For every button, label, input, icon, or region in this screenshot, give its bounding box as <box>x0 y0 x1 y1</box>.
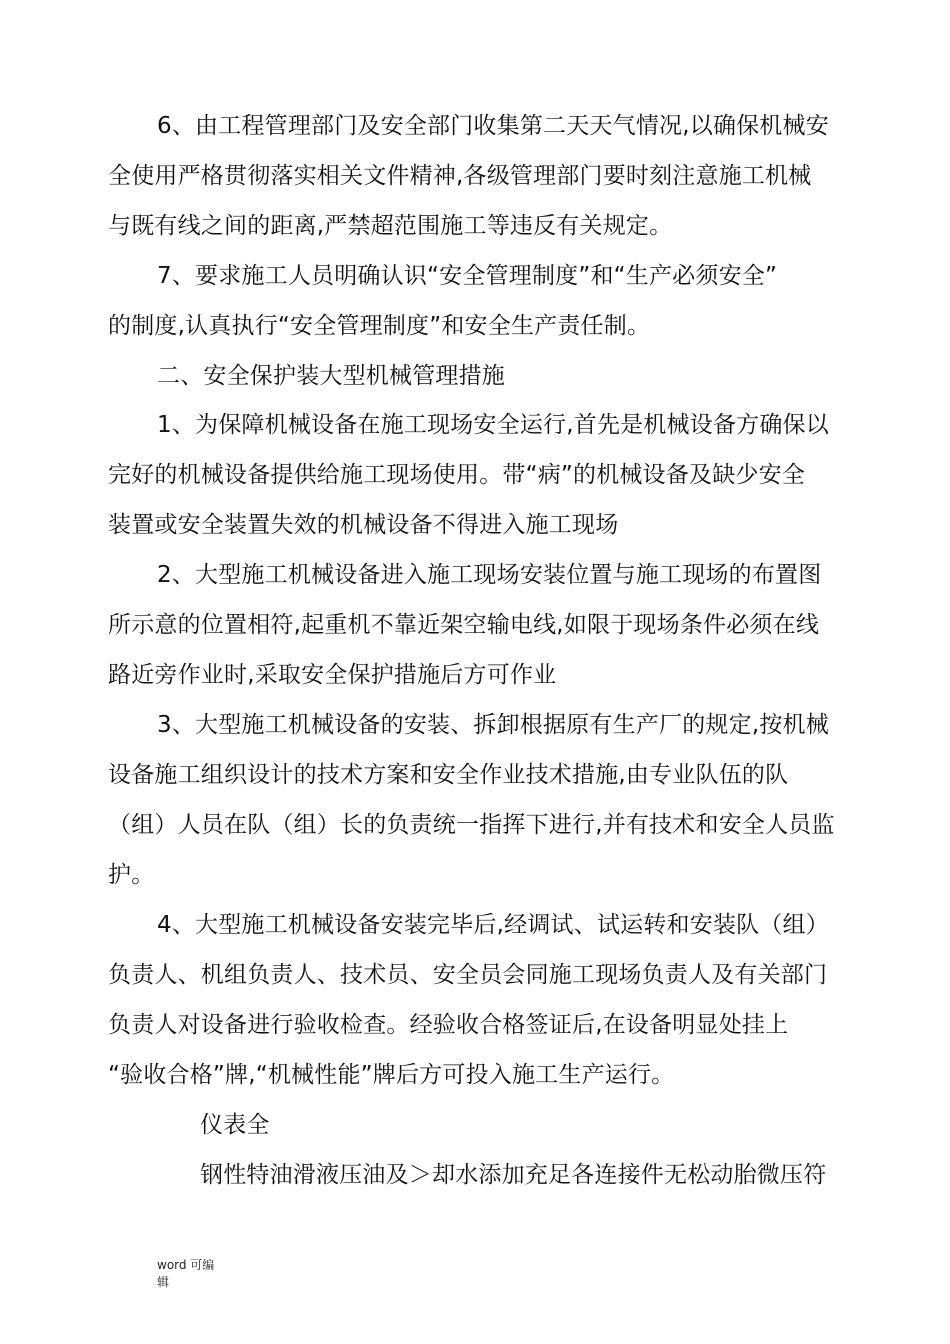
section-heading: 二、安全保护装大型机械管理措施 <box>157 363 505 389</box>
paragraph-line: 6、由工程管理部门及安全部门收集第二天天气情况,以确保机械安 <box>157 113 829 139</box>
paragraph-line: 装置或安全装置失效的机械设备不得进入施工现场 <box>108 512 619 538</box>
paragraph-line: （组）人员在队（组）长的负责统一指挥下进行,并有技术和安全人员监 <box>108 812 835 838</box>
paragraph-line: 钢性特油滑液压油及＞却水添加充足各连接件无松动胎微压符 <box>200 1162 827 1188</box>
paragraph-line: 的制度,认真执行“安全管理制度”和安全生产责任制。 <box>108 313 651 339</box>
paragraph-line: 护。 <box>108 862 155 888</box>
paragraph-line: 路近旁作业时,采取安全保护措施后方可作业 <box>108 662 557 688</box>
paragraph-line: 2、大型施工机械设备进入施工现场安装位置与施工现场的布置图 <box>157 562 822 588</box>
paragraph-line: 与既有线之间的距离,严禁超范围施工等违反有关规定。 <box>108 213 673 239</box>
footer-label-continued: 辑 <box>157 1275 170 1289</box>
paragraph-line: 仪表全 <box>200 1112 270 1138</box>
paragraph-line: 负责人、机组负责人、技术员、安全员会同施工现场负责人及有关部门 <box>108 962 828 988</box>
paragraph-line: 完好的机械设备提供给施工现场使用。带“病”的机械设备及缺少安全 <box>108 462 806 488</box>
paragraph-line: 3、大型施工机械设备的安装、拆卸根据原有生产厂的规定,按机械 <box>157 712 829 738</box>
footer-label: word 可编 <box>157 1258 215 1272</box>
paragraph-line: 全使用严格贯彻落实相关文件精神,各级管理部门要时刻注意施工机械 <box>108 163 812 189</box>
paragraph-line: 设备施工组织设计的技术方案和安全作业技术措施,由专业队伍的队 <box>108 762 789 788</box>
paragraph-line: 7、要求施工人员明确认识“安全管理制度”和“生产必须安全” <box>157 263 778 289</box>
paragraph-line: 4、大型施工机械设备安装完毕后,经调试、试运转和安装队（组） <box>157 912 829 938</box>
paragraph-line: 所示意的位置相符,起重机不靠近架空输电线,如限于现场条件必须在线 <box>108 612 820 638</box>
paragraph-line: 1、为保障机械设备在施工现场安全运行,首先是机械设备方确保以 <box>157 412 829 438</box>
paragraph-line: 负责人对设备进行验收检查。经验收合格签证后,在设备明显处挂上 <box>108 1012 789 1038</box>
paragraph-line: “验收合格”牌,“机械性能”牌后方可投入施工生产运行。 <box>108 1062 675 1088</box>
